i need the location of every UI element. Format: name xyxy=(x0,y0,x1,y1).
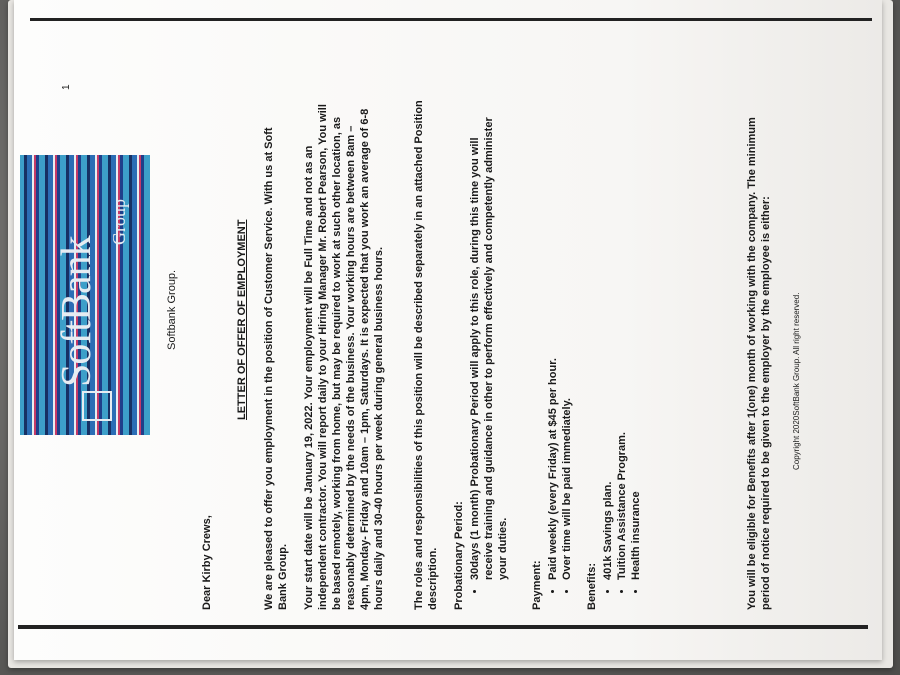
logo-square-icon xyxy=(82,391,112,421)
eligibility-paragraph: You will be eligible for Benefits after 1(one) month of working with the company. The minimum period of notice required to be given to the employer by the employee is either: xyxy=(746,117,772,610)
softbank-logo xyxy=(20,155,150,435)
rotated-letter-content xyxy=(0,30,820,650)
probation-section xyxy=(452,100,510,610)
page-number: 1 xyxy=(61,84,72,90)
logo-text: SoftBank xyxy=(54,236,100,387)
company-name: Softbank Group. xyxy=(166,269,178,350)
intro-paragraph: We are pleased to offer you employment in the position of Customer Service. With us at Soft Bank Group. xyxy=(263,127,289,610)
roles-paragraph: The roles and responsibilities of this position will be described separately in an attached Position description. xyxy=(413,100,439,610)
benefit-item: • Health insurance xyxy=(629,100,643,580)
greeting: Dear Kirby Crews, xyxy=(201,515,213,610)
payment-item: • Over time will be paid immediately. xyxy=(560,100,574,580)
top-border-line xyxy=(30,18,872,21)
benefits-title: Benefits: xyxy=(586,562,598,610)
benefit-item: • Tuition Assistance Program. xyxy=(615,100,629,580)
probation-title: Probationary Period: xyxy=(453,501,465,610)
benefit-item: • 401k Savings plan. xyxy=(601,100,615,580)
probation-item: • 30days (1 month) Probationary Period will apply to this role, during this time you will receive training and guidance in other to perform effectively and competently administer your duties. xyxy=(468,100,510,580)
employment-details-paragraph: Your start date will be January 19, 2022. Your employment will be Full Time and not as an independent contractor. You will report daily to your Hiring Manager Mr. Robert Pearson, You will be based remotely, working from home, but may be required to work at such other location, as reasonably determined by the needs of the business. Your working hours are between 8am – 4pm, Monday- Friday and 10am – 1pm, Saturdays. It is expected that you work an average of 6-8 hours daily and 30-40 hours per week during general business hours. xyxy=(303,104,385,610)
payment-section xyxy=(530,100,574,610)
payment-title: Payment: xyxy=(531,560,543,610)
payment-list xyxy=(546,100,574,610)
logo-subtext: Group xyxy=(109,199,129,245)
benefits-section xyxy=(585,100,643,610)
letter-heading: LETTER OF OFFER OF EMPLOYMENT xyxy=(236,219,248,420)
probation-list xyxy=(468,100,510,610)
payment-item: • Paid weekly (every Friday) at $45 per hour. xyxy=(546,100,560,580)
copyright-footer: Copyright 2020SoftBank Group. All right reserved. xyxy=(792,292,801,470)
benefits-list xyxy=(601,100,643,610)
